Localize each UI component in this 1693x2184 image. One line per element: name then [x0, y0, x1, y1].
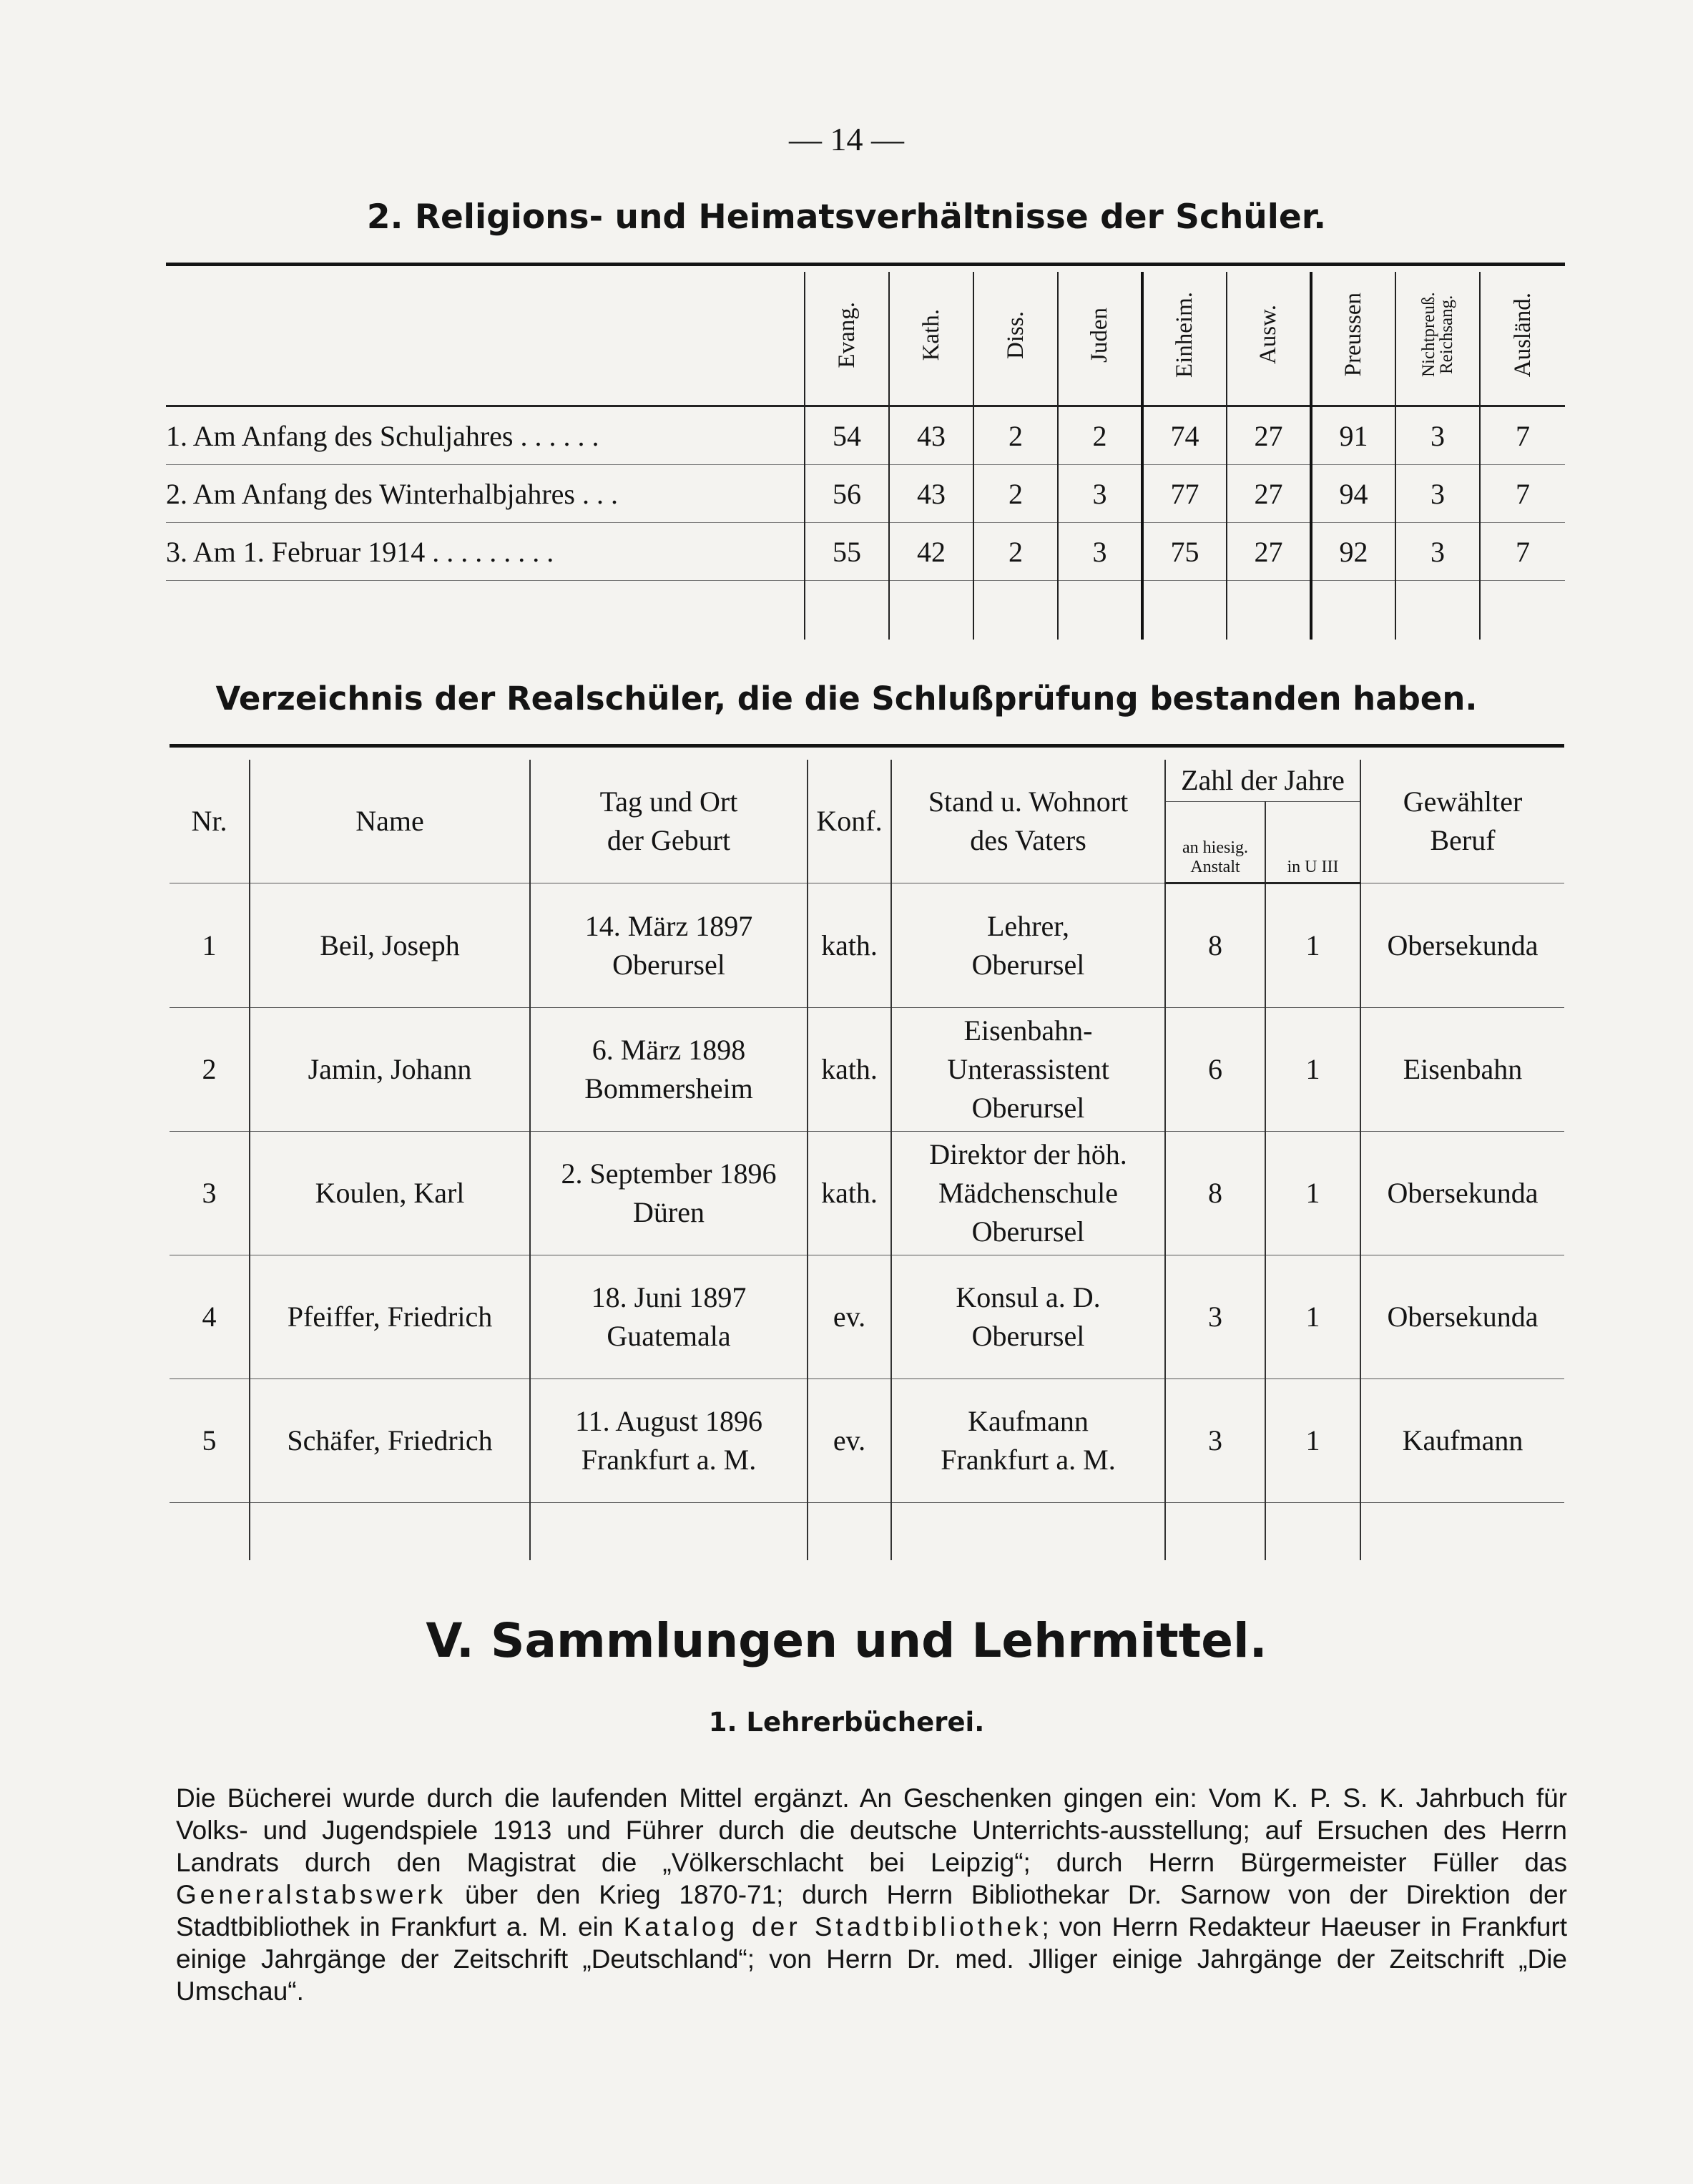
cell-years-uiii: 1 [1265, 1255, 1360, 1379]
cell-father: Direktor der höh. Mädchenschule Oberursel [891, 1132, 1165, 1255]
cell-juden: 3 [1058, 465, 1142, 523]
cell-evang: 56 [805, 465, 889, 523]
col-header-diss: Diss. [973, 272, 1058, 406]
cell-father: Eisenbahn- Unterassistent Oberursel [891, 1008, 1165, 1132]
cell-name: Jamin, Johann [250, 1008, 530, 1132]
cell-einheim: 77 [1142, 465, 1227, 523]
table-row [170, 883, 1564, 1008]
row-label: 1. Am Anfang des Schuljahres . . . . . . [166, 406, 805, 465]
table-row [166, 406, 1565, 465]
table-row [166, 465, 1565, 523]
cell-preussen: 94 [1311, 465, 1395, 523]
table-row [170, 1132, 1564, 1255]
cell-auslaend: 7 [1480, 465, 1565, 523]
cell-career: Obersekunda [1360, 883, 1564, 1008]
religion-header-row [166, 272, 1565, 406]
cell-nr: 5 [170, 1379, 250, 1503]
header-career: Gewählter Beruf [1360, 760, 1564, 883]
col-header-evang: Evang. [805, 272, 889, 406]
cell-name: Schäfer, Friedrich [250, 1379, 530, 1503]
header-konf: Konf. [808, 760, 891, 883]
cell-career: Obersekunda [1360, 1255, 1564, 1379]
cell-diss: 2 [973, 523, 1058, 581]
cell-nichtpreuss: 3 [1395, 406, 1480, 465]
cell-birth: 18. Juni 1897 Guatemala [530, 1255, 808, 1379]
graduates-header-row [170, 760, 1564, 802]
cell-years-uiii: 1 [1265, 883, 1360, 1008]
cell-name: Beil, Joseph [250, 883, 530, 1008]
cell-nichtpreuss: 3 [1395, 465, 1480, 523]
cell-nr: 4 [170, 1255, 250, 1379]
col-header-preussen: Preussen [1311, 272, 1395, 406]
cell-father: Konsul a. D. Oberursel [891, 1255, 1165, 1379]
cell-diss: 2 [973, 465, 1058, 523]
religion-header-corner [166, 272, 805, 406]
cell-father: Lehrer, Oberursel [891, 883, 1165, 1008]
table-spacer-row [166, 581, 1565, 640]
cell-years-local: 6 [1165, 1008, 1265, 1132]
cell-birth: 2. September 1896 Düren [530, 1132, 808, 1255]
cell-ausw: 27 [1227, 406, 1311, 465]
header-birth: Tag und Ort der Geburt [530, 760, 808, 883]
cell-nr: 1 [170, 883, 250, 1008]
cell-konf: kath. [808, 883, 891, 1008]
header-years-uiii: in U III [1265, 802, 1360, 883]
cell-preussen: 92 [1311, 523, 1395, 581]
cell-konf: ev. [808, 1255, 891, 1379]
cell-einheim: 74 [1142, 406, 1227, 465]
collections-section-title: V. Sammlungen und Lehrmittel. [426, 1613, 1267, 1668]
cell-nr: 3 [170, 1132, 250, 1255]
table-row [166, 523, 1565, 581]
cell-kath: 43 [889, 406, 973, 465]
graduates-table [170, 760, 1564, 1560]
title-rule-graduates [170, 744, 1564, 748]
library-paragraph: Die Bücherei wurde durch die laufenden Mittel ergänzt. An Geschenken gingen ein: Vom K. P. S. K. Jahrbuch für Volks- und Jugendspiele 1913 und Führer durch die deutsche Unterrichts-ausstellung; auf Ersuchen des Herrn Landrats durch den Magistrat die „Völkerschlacht bei Leipzig“; durch Herrn Bürgermeister Füller das Generalstabswerk über den Krieg 1870-71; durch Herrn Bibliothekar Dr. Sarnow von der Direktion der Stadtbibliothek in Frankfurt a. M. ein Katalog der Stadtbibliothek; von Herrn Redakteur Haeuser in Frankfurt einige Jahrgänge der Zeitschrift „Deutschland“; von Herrn Dr. med. Jlliger einige Jahrgänge der Zeitschrift „Die Umschau“. [176, 1783, 1568, 2006]
cell-konf: kath. [808, 1132, 891, 1255]
cell-career: Eisenbahn [1360, 1008, 1564, 1132]
cell-konf: kath. [808, 1008, 891, 1132]
religion-section-title: 2. Religions- und Heimatsverhältnisse der Schüler. [366, 197, 1327, 237]
cell-years-local: 8 [1165, 1132, 1265, 1255]
col-header-ausw: Ausw. [1227, 272, 1311, 406]
table-row [170, 1379, 1564, 1503]
col-header-nichtpreuss: Nichtpreuß. Reichsang. [1395, 272, 1480, 406]
cell-nr: 2 [170, 1008, 250, 1132]
header-father: Stand u. Wohnort des Vaters [891, 760, 1165, 883]
cell-auslaend: 7 [1480, 523, 1565, 581]
header-name: Name [250, 760, 530, 883]
row-label: 2. Am Anfang des Winterhalbjahres . . . [166, 465, 805, 523]
graduates-section-title: Verzeichnis der Realschüler, die die Schlußprüfung bestanden haben. [215, 680, 1478, 718]
header-years-local: an hiesig. Anstalt [1165, 802, 1265, 883]
library-subtitle: 1. Lehrerbücherei. [708, 1707, 985, 1738]
cell-kath: 43 [889, 465, 973, 523]
cell-name: Koulen, Karl [250, 1132, 530, 1255]
cell-birth: 14. März 1897 Oberursel [530, 883, 808, 1008]
cell-years-local: 3 [1165, 1379, 1265, 1503]
cell-konf: ev. [808, 1379, 891, 1503]
cell-years-local: 3 [1165, 1255, 1265, 1379]
cell-career: Kaufmann [1360, 1379, 1564, 1503]
cell-years-uiii: 1 [1265, 1132, 1360, 1255]
cell-years-local: 8 [1165, 883, 1265, 1008]
cell-diss: 2 [973, 406, 1058, 465]
row-label: 3. Am 1. Februar 1914 . . . . . . . . . [166, 523, 805, 581]
col-header-juden: Juden [1058, 272, 1142, 406]
cell-evang: 54 [805, 406, 889, 465]
header-nr: Nr. [170, 760, 250, 883]
cell-name: Pfeiffer, Friedrich [250, 1255, 530, 1379]
col-header-einheim: Einheim. [1142, 272, 1227, 406]
cell-years-uiii: 1 [1265, 1379, 1360, 1503]
cell-years-uiii: 1 [1265, 1008, 1360, 1132]
table-row [170, 1008, 1564, 1132]
cell-evang: 55 [805, 523, 889, 581]
cell-birth: 11. August 1896 Frankfurt a. M. [530, 1379, 808, 1503]
cell-einheim: 75 [1142, 523, 1227, 581]
cell-ausw: 27 [1227, 523, 1311, 581]
header-years: Zahl der Jahre [1165, 760, 1360, 802]
table-spacer-row [170, 1503, 1564, 1561]
cell-father: Kaufmann Frankfurt a. M. [891, 1379, 1165, 1503]
cell-career: Obersekunda [1360, 1132, 1564, 1255]
cell-birth: 6. März 1898 Bommersheim [530, 1008, 808, 1132]
page-number: — 14 — [789, 121, 904, 157]
col-header-kath: Kath. [889, 272, 973, 406]
religion-table [166, 272, 1565, 640]
cell-juden: 3 [1058, 523, 1142, 581]
title-rule-religion [166, 263, 1565, 266]
cell-ausw: 27 [1227, 465, 1311, 523]
cell-preussen: 91 [1311, 406, 1395, 465]
cell-juden: 2 [1058, 406, 1142, 465]
cell-kath: 42 [889, 523, 973, 581]
col-header-auslaend: Ausländ. [1480, 272, 1565, 406]
cell-nichtpreuss: 3 [1395, 523, 1480, 581]
table-row [170, 1255, 1564, 1379]
cell-auslaend: 7 [1480, 406, 1565, 465]
